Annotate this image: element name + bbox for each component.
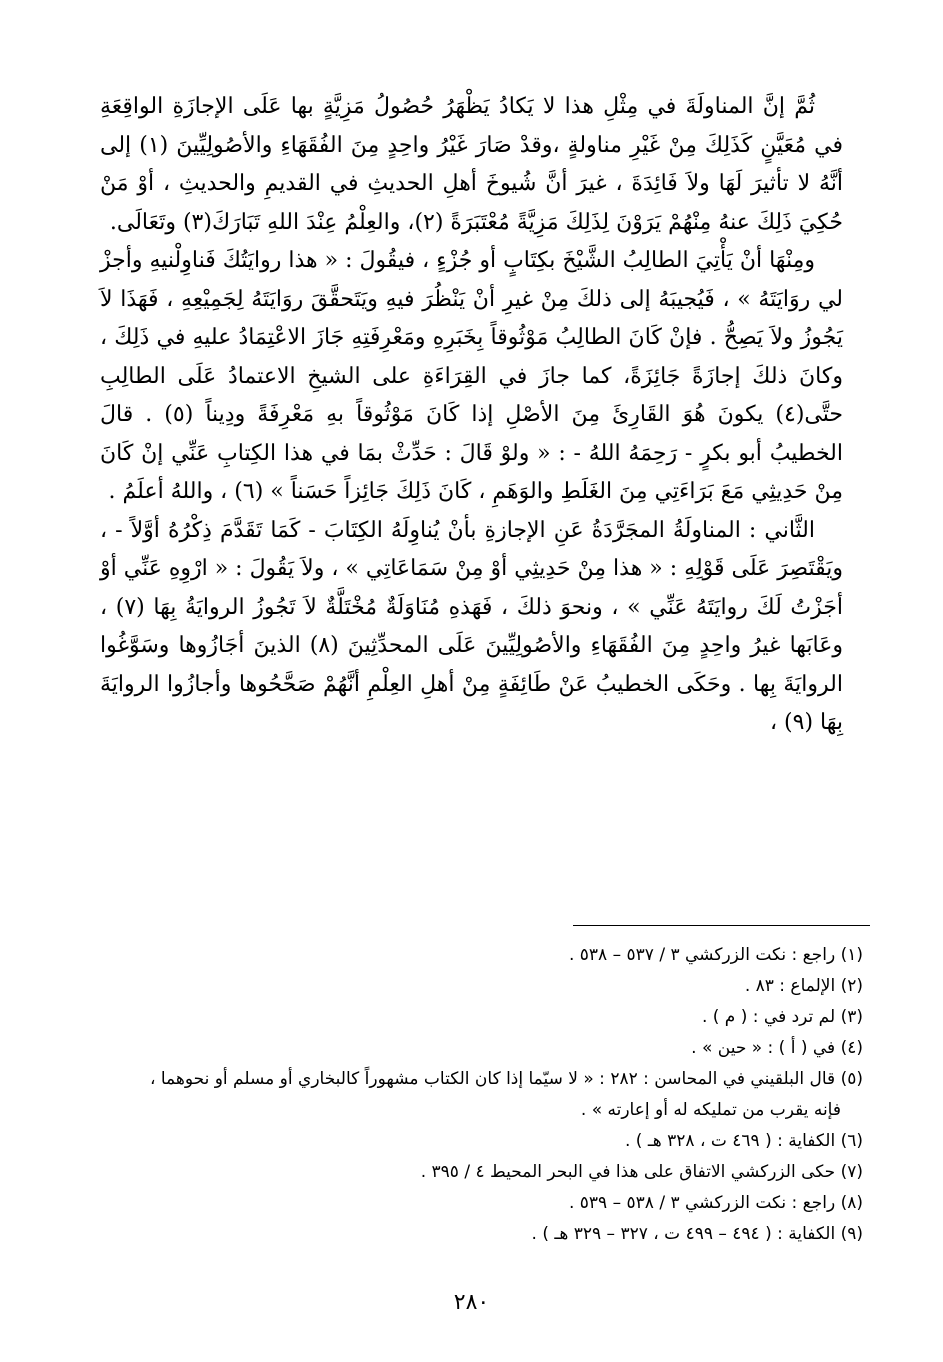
paragraph-3: الثَّاني : المناولَةُ المجَرَّدَةُ عَنِ الإجازةِ بأنْ يُناوِلَهُ الكِتَابَ - كَمَا تَقَدَّمَ ذِكْرُهُ أوَّلاً - ، ويَقْتَصِرَ عَلَى قَوْلِهِ : « هذا مِنْ حَدِيثِي أوْ مِنْ سَمَاعَاتِي » ، ولاَ يَقُولَ : « ارْوِهِ عَنِّي أوْ أجَزْتُ لَكَ روايَتَهُ عَنِّي » ، ونحوَ ذلكَ ، فَهَذهِ مُنَاوَلَةٌ مُخْتَلَّةٌ لاَ تَجُوزُ الروايَةُ بِهَا (٧) ، وعَابَها غيرُ واحِدٍ مِنَ الفُقَهَاءِ والأصُولِيِّينَ عَلَى المحدِّثِينَ (٨) الذينَ أجَازُوها وسَوَّغُوا الروايَةَ بِها . وحَكَى الخطيبُ عَنْ طَائِفَةٍ مِنْ أهلِ العِلْمِ أنَّهُمْ صَحَّحُوها وأجازُوا الروايَةَ بِهَا (٩) ، <box>100 517 843 735</box>
footnote-4: (٤) في ( أ ) : « حين » . <box>691 1038 863 1058</box>
footnote-9: (٩) الكفاية : ( ٤٩٤ – ٤٩٩ ت ، ٣٢٧ – ٣٢٩ هـ ) . <box>531 1224 863 1244</box>
footnote-8: (٨) راجع : نكت الزركشي ٣ / ٥٣٨ – ٥٣٩ . <box>568 1193 863 1213</box>
footnote-3: (٣) لم ترد في : ( م ) . <box>701 1007 863 1027</box>
footnote-separator <box>573 925 870 926</box>
footnote-5-continuation: فإنه يقرب من تمليكه له أو إعارته » . <box>580 1100 841 1120</box>
footnote-1: (١) راجع : نكت الزركشي ٣ / ٥٣٧ – ٥٣٨ . <box>568 945 863 965</box>
footnotes <box>100 940 863 1250</box>
main-text <box>100 88 843 743</box>
footnote-6: (٦) الكفاية : ( ٤٦٩ ت ، ٣٢٨ هـ ) . <box>624 1131 863 1151</box>
footnote-7: (٧) حكى الزركشي الاتفاق على هذا في البحر المحيط ٤ / ٣٩٥ . <box>420 1162 863 1182</box>
footnote-5: (٥) قال البلقيني في المحاسن : ٢٨٢ : « لا سيّما إذا كان الكتاب مشهوراً كالبخاري أو مسلم أو نحوهما ، <box>149 1069 863 1089</box>
page-number: ٢٨٠ <box>453 1290 490 1315</box>
paragraph-2: ومِنْهَا أنْ يَأْتِيَ الطالِبُ الشَّيْخَ بكِتَابٍ أو جُزْءٍ ، فيقُولَ : « هذا روايَتُكَ فَناوِلْنيهِ وأجزْ لي روَايَتَهُ » ، فَيُجيبَهُ إلى ذلكَ مِنْ غيرِ أنْ يَنْظُرَ فيهِ ويَتَحقَّقَ روَايَتَهُ لِجَمِيْعِهِ ، فَهَذَا لاَ يَجُوزُ ولاَ يَصِحُّ . فإنْ كَانَ الطالِبُ مَوْثُوقاً بِخَبَرِهِ ومَعْرِفَتِهِ جَازَ الاعْتِمَادُ عليهِ في ذَلِكَ ، وكانَ ذلكَ إجازَةً جَائِزَةً، كما جازَ في القِرَاءَةِ على الشيخِ الاعتمادُ عَلَى الطالِبِ حتَّى(٤) يكونَ هُوَ القَارِئَ مِنَ الأصْلِ إذا كَانَ مَوْثُوقاً بهِ مَعْرِفَةً ودِيناً (٥) . قالَ الخطيبُ أبو بكرٍ - رَحِمَهُ اللهُ - : « ولوْ قَالَ : حَدِّثْ بمَا في هذا الكِتابِ عَنِّي إنْ كَانَ مِنْ حَدِيثِي مَعَ بَرَاءَتِي مِنَ الغَلَطِ والوَهَمِ ، كَانَ ذَلِكَ جَائِزاً حَسَناً » (٦) ، واللهُ أعلَمُ . <box>100 248 843 504</box>
footnote-2: (٢) الإلماع : ٨٣ . <box>744 976 863 996</box>
paragraph-1: ثُمَّ إنَّ المناولَةَ في مِثْلِ هذا لا يَكادُ يَظْهَرُ حُصُولُ مَزِيَّةٍ بها عَلَى الإجازَةِ الواقِعَةِ في مُعَيَّنٍ كَذَلِكَ مِنْ غَيْرِ مناولةٍ ،وقدْ صَارَ غَيْرُ واحِدٍ مِنَ الفُقَهَاءِ والأصُولِيِّينَ (١) إلى أنَّهُ لا تأثيرَ لَهَا ولاَ فَائِدَةَ ، غيرَ أنَّ شُيوخَ أهلِ الحديثِ في القديمِ والحديثِ ، أوْ مَنْ حُكِيَ ذَلِكَ عنهُ مِنْهُمْ يَرَوْنَ لِذَلِكَ مَزِيَّةً مُعْتَبَرَةً (٢)، والعِلْمُ عِنْدَ اللهِ تَبَارَكَ(٣) وتَعَالَى. <box>100 94 843 235</box>
